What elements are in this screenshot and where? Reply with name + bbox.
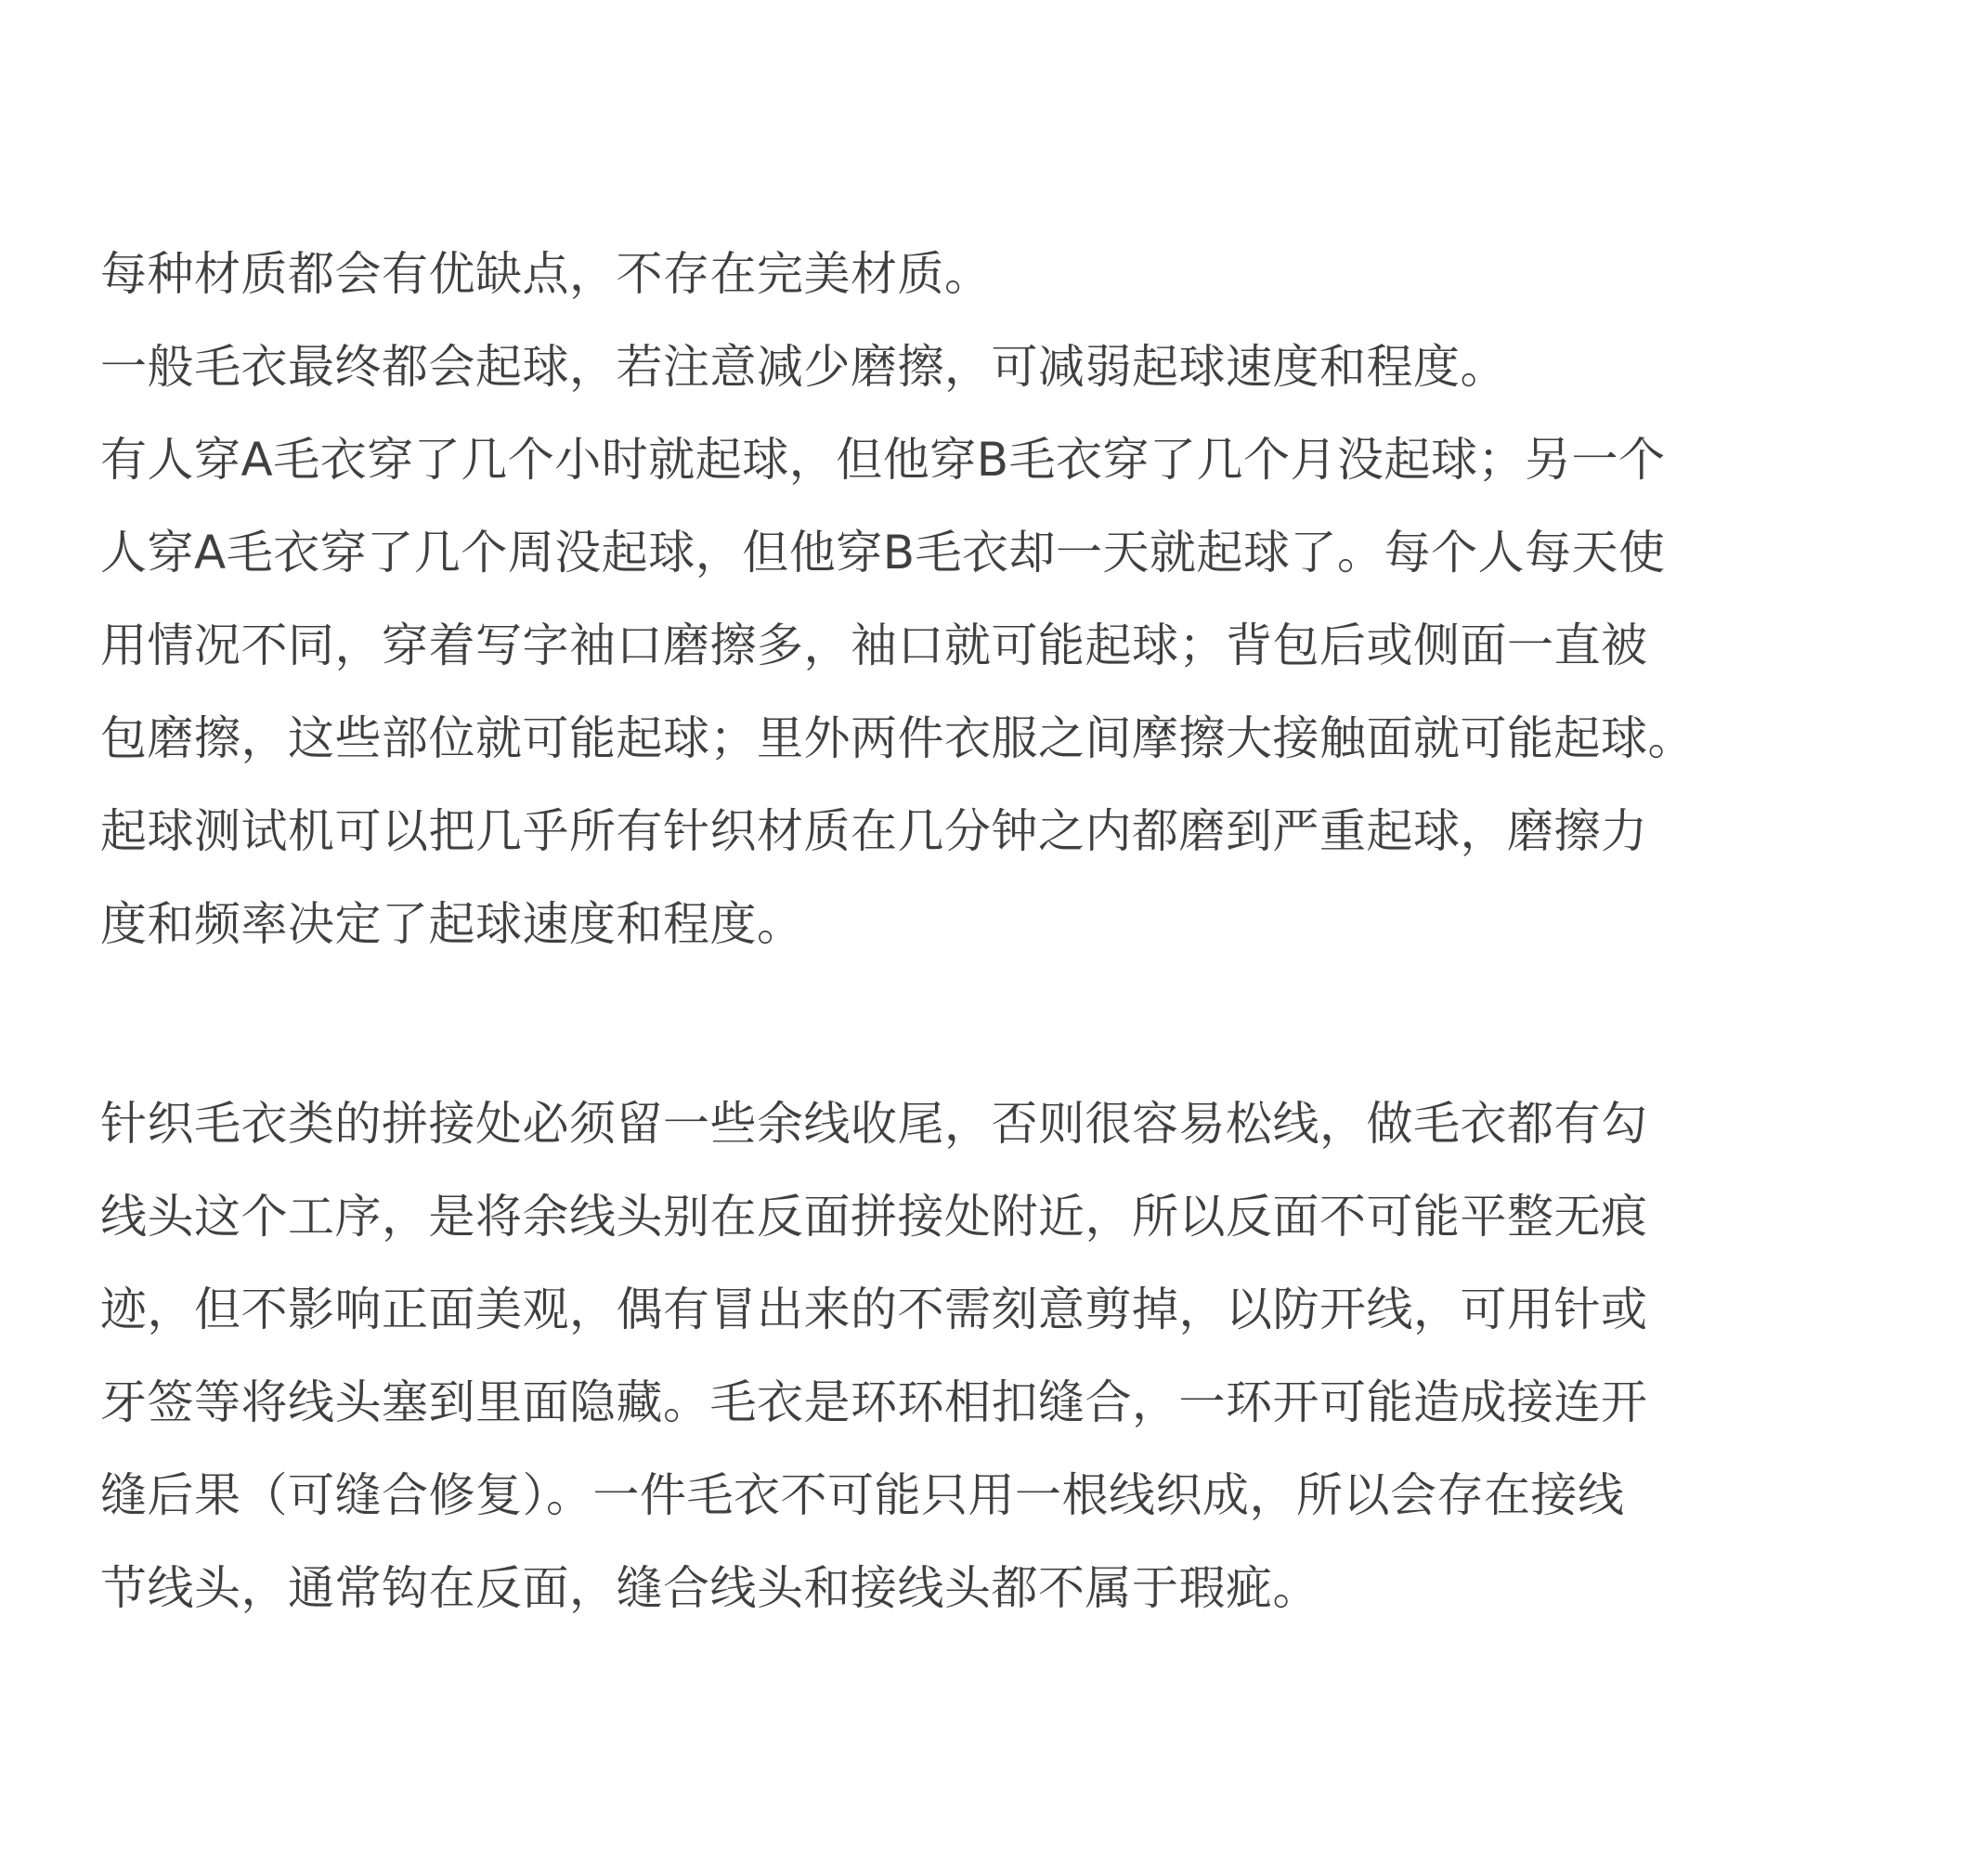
paragraph-line: 缝后果（可缝合修复）。一件毛衣不可能只用一根线织成，所以会存在接线: [100, 1468, 1625, 1522]
paragraph-line: 牙签等将线头塞到里面隐藏。毛衣是环环相扣缝合，一环开可能造成接连开: [100, 1375, 1648, 1429]
paragraph-line: 线头这个工序，是将余线头别在反面拼接处附近，所以反面不可能平整无痕: [100, 1190, 1648, 1244]
paragraph-line: 用情况不同，穿着写字袖口磨擦多，袖口就可能起球；背包后或侧面一直被: [100, 619, 1648, 672]
paragraph-line: 包磨擦，这些部位就可能起球；里外两件衣服之间摩擦大接触面就可能起球。: [100, 711, 1695, 765]
paragraph-line: 度和频率决定了起球速度和程度。: [100, 897, 804, 951]
paragraph-line: 起球测试机可以把几乎所有针织材质在几分钟之内都磨到严重起球，磨擦力: [100, 804, 1648, 858]
paragraph-line: 一般毛衣最终都会起球，若注意减少磨擦，可减弱起球速度和程度。: [100, 340, 1507, 394]
paragraph-thread-ends: [100, 1077, 1948, 1635]
paragraph-line: 每种材质都会有优缺点，不存在完美材质。: [100, 247, 992, 301]
paragraph-line: 人穿A毛衣穿了几个周没起球，但他穿B毛衣却一天就起球了。每个人每天使: [100, 526, 1666, 580]
paragraph-line: 迹，但不影响正面美观，偶有冒出来的不需刻意剪掉，以防开线，可用针或: [100, 1283, 1648, 1336]
paragraph-line: 针织毛衣类的拼接处必须留一些余线收尾，否则很容易松线，做毛衣都有勾: [100, 1097, 1648, 1151]
paragraph-line: 有人穿A毛衣穿了几个小时就起球，但他穿B毛衣穿了几个月没起球；另一个: [100, 433, 1666, 487]
paragraph-pilling: [100, 228, 1948, 971]
paragraph-line: 节线头，通常钩在反面，缝合线头和接线头都不属于瑕疵。: [100, 1561, 1319, 1615]
